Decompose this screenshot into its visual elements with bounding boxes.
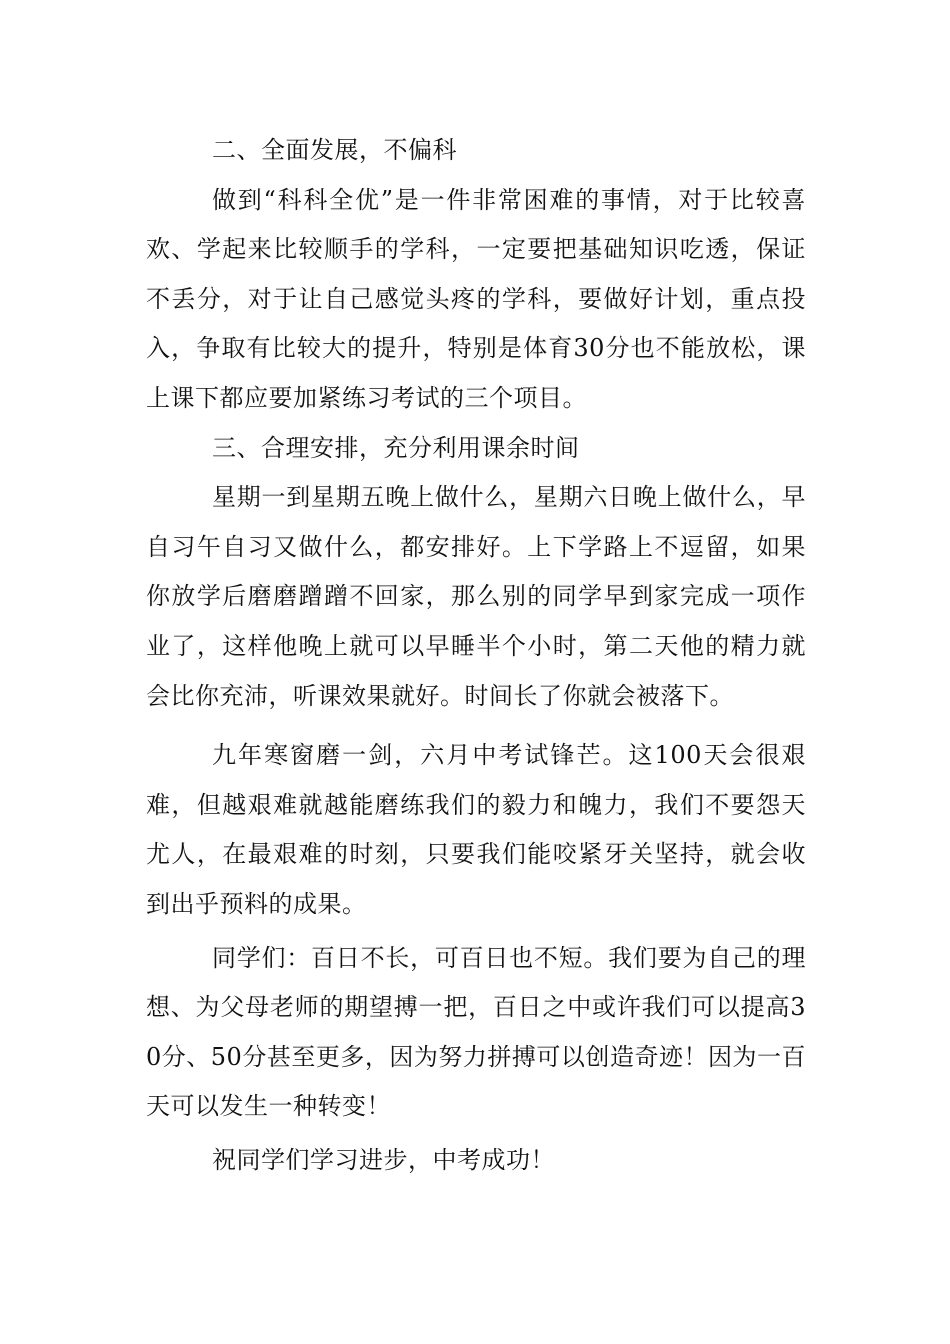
paragraph-balanced-development: 做到“科科全优”是一件非常困难的事情，对于比较喜欢、学起来比较顺手的学科，一定要把基础知识吃透，保证不丢分，对于让自己感觉头疼的学科，要做好计划，重点投入，争取有比较大的提升，特别是体育30分也不能放松，课上课下都应要加紧练习考试的三个项目。 [146,185,806,412]
closing-wish: 祝同学们学习进步，中考成功！ [212,1145,555,1174]
section-heading-balanced-development: 二、全面发展，不偏科 [212,136,457,164]
document-body [146,126,806,1185]
section-heading-time-management: 三、合理安排，充分利用课余时间 [212,433,580,462]
paragraph-hundred-days: 九年寒窗磨一剑，六月中考试锋芒。这100天会很艰难，但越艰难就越能磨练我们的毅力和魄力，我们不要怨天尤人，在最艰难的时刻，只要我们能咬紧牙关坚持，就会收到出乎预料的成果。 [146,741,806,918]
paragraph-encouragement: 同学们：百日不长，可百日也不短。我们要为自己的理想、为父母老师的期望搏一把，百日之中或许我们可以提高30分、50分甚至更多，因为努力拼搏可以创造奇迹！因为一百天可以发生一种转变！ [146,943,806,1121]
paragraph-time-management: 星期一到星期五晚上做什么，星期六日晚上做什么，早自习午自习又做什么，都安排好。上下学路上不逗留，如果你放学后磨磨蹭蹭不回家，那么别的同学早到家完成一项作业了，这样他晚上就可以早睡半个小时，第二天他的精力就会比你充沛，听课效果就好。时间长了你就会被落下。 [146,483,806,710]
